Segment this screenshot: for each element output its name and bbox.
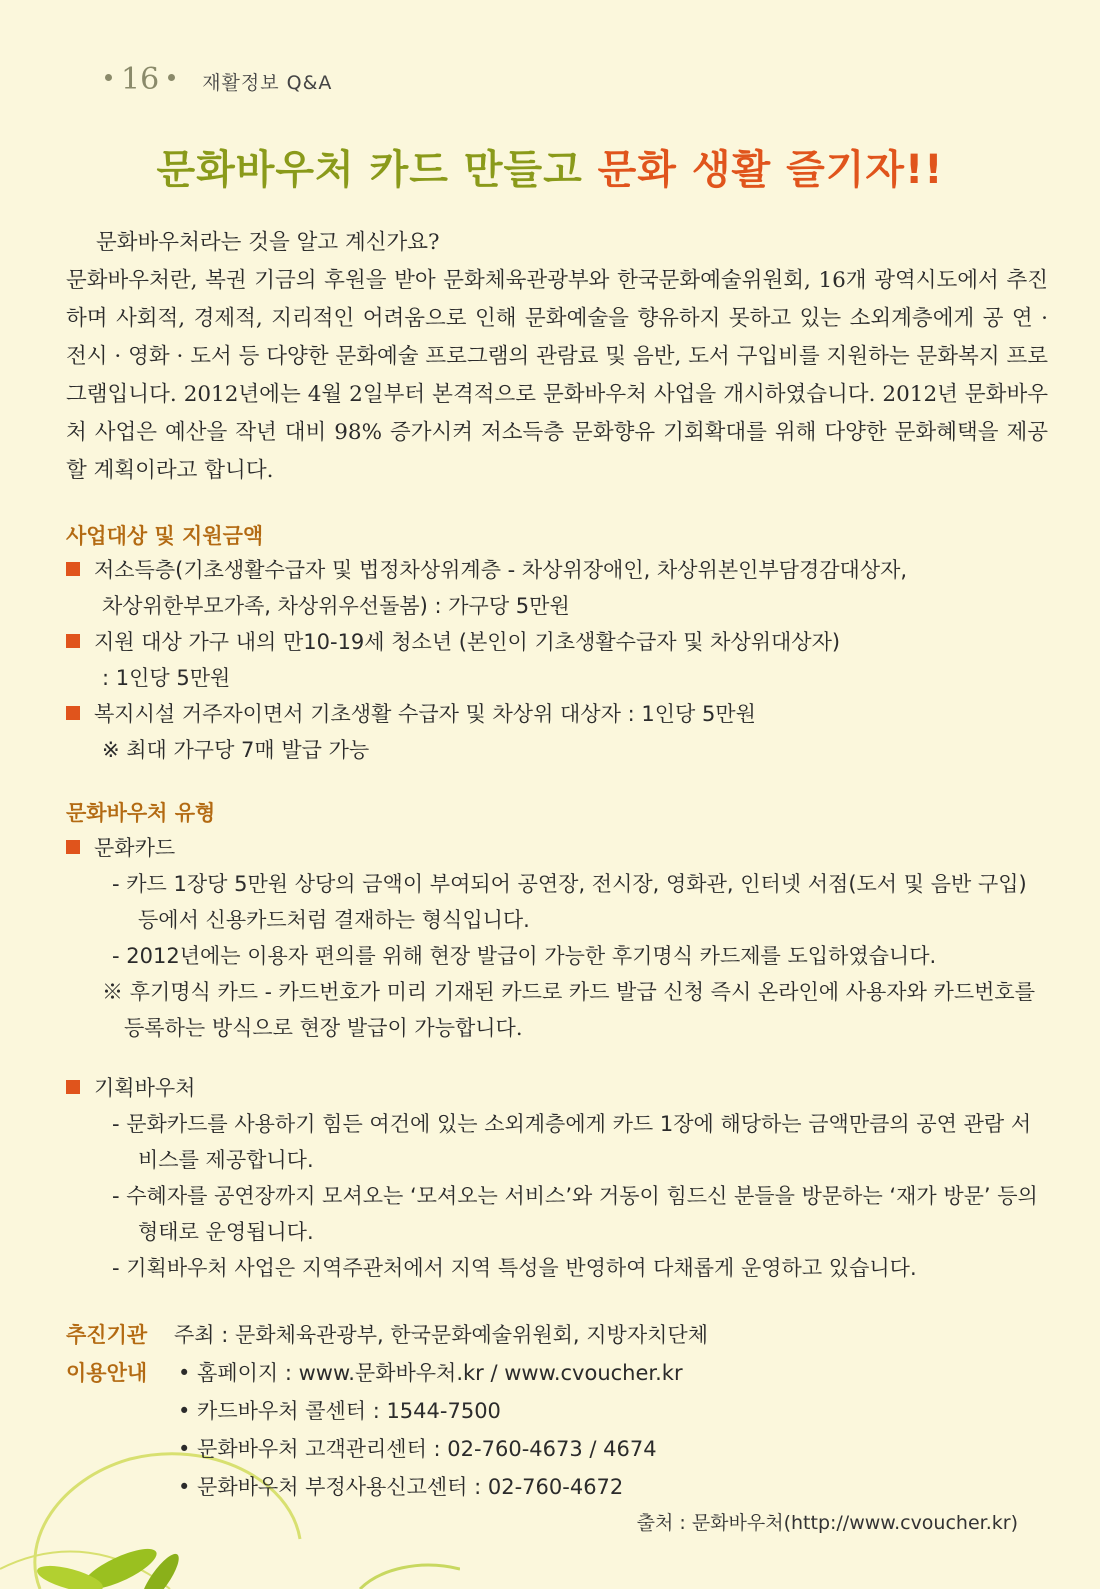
page-title: [0, 138, 1100, 195]
list-item-text: 복지시설 거주자이면서 기초생활 수급자 및 차상위 대상자 : 1인당 5만원: [94, 702, 756, 726]
guide-homepage: • 홈페이지 : www.문화바우처.kr / www.cvoucher.kr: [178, 1361, 683, 1385]
square-bullet-icon: [66, 1080, 80, 1094]
list-item-text: 차상위한부모가족, 차상위우선돌봄) : 가구당 5만원: [102, 594, 570, 618]
list-item-text: 기획바우처: [94, 1076, 196, 1100]
culture-card-section: [66, 830, 1048, 1046]
guide-row: [66, 1354, 174, 1392]
guide-call-center: • 카드바우처 콜센터 : 1544-7500: [178, 1399, 501, 1423]
square-bullet-icon: [66, 840, 80, 854]
plan-desc-2: - 수혜자를 공연장까지 모셔오는 ‘모셔오는 서비스’와 거동이 힘드신 분들을 방문하는 ‘재가 방문’ 등의 형태로 운영됩니다.: [112, 1184, 1038, 1244]
dot-icon: [105, 74, 112, 81]
list-item: [66, 696, 1048, 732]
page-number: 16: [121, 62, 160, 97]
guide-customer-center: • 문화바우처 고객관리센터 : 02-760-4673 / 4674: [178, 1437, 657, 1461]
list-item-text: : 1인당 5만원: [102, 666, 231, 690]
plan-desc-1: - 문화카드를 사용하기 힘든 여건에 있는 소외계층에게 카드 1장에 해당하는 금액만큼의 공연 관람 서비스를 제공합니다.: [112, 1112, 1032, 1172]
card-desc-2: - 2012년에는 이용자 편의를 위해 현장 발급이 가능한 후기명식 카드제를 도입하였습니다.: [112, 944, 937, 968]
guide-list: [178, 1354, 683, 1506]
list-item: [66, 552, 1048, 588]
intro-section: [66, 224, 1048, 490]
plan-voucher-section: [66, 1070, 1048, 1286]
support-heading: 사업대상 및 지원금액: [66, 524, 264, 548]
organizer-row: [66, 1316, 708, 1354]
page-header: [96, 62, 332, 97]
square-bullet-icon: [66, 634, 80, 648]
guide-report-center: • 문화바우처 부정사용신고센터 : 02-760-4672: [178, 1475, 624, 1499]
card-note: ※ 후기명식 카드 - 카드번호가 미리 기재된 카드로 카드 발급 신청 즉시 온라인에 사용자와 카드번호를 등록하는 방식으로 현장 발급이 가능합니다.: [102, 980, 1035, 1040]
guide-label: 이용안내: [66, 1361, 148, 1385]
list-item: [66, 1070, 1048, 1106]
list-item-text: 문화카드: [94, 836, 176, 860]
card-desc-1: - 카드 1장당 5만원 상당의 금액이 부여되어 공연장, 전시장, 영화관, 인터넷 서점(도서 및 음반 구입) 등에서 신용카드처럼 결재하는 형식입니다.: [112, 872, 1027, 932]
intro-question: 문화바우처라는 것을 알고 계신가요?: [96, 230, 440, 255]
square-bullet-icon: [66, 562, 80, 576]
source-credit: 출처 : 문화바우처(http://www.cvoucher.kr): [636, 1512, 1018, 1534]
list-item: [66, 830, 1048, 866]
title-part-1: 문화바우처 카드 만들고: [156, 147, 598, 193]
list-item: [66, 624, 1048, 660]
support-note: ※ 최대 가구당 7매 발급 가능: [102, 738, 370, 762]
square-bullet-icon: [66, 706, 80, 720]
section-label: 재활정보 Q&A: [202, 72, 333, 94]
types-heading: 문화바우처 유형: [66, 801, 216, 825]
plan-desc-3: - 기획바우처 사업은 지역주관처에서 지역 특성을 반영하여 다채롭게 운영하고 있습니다.: [112, 1256, 917, 1280]
organizer-value: 주최 : 문화체육관광부, 한국문화예술위원회, 지방자치단체: [174, 1323, 708, 1347]
intro-body: 문화바우처란, 복권 기금의 후원을 받아 문화체육관광부와 한국문화예술위원회, 16개 광역시도에서 추진하며 사회적, 경제적, 지리적인 어려움으로 인해 문화예술을 향유하지 못하고 있는 소외계층에게 공 연 · 전시 · 영화 · 도서 등 다양한 문화예술 프로그램의 관람료 및 음반, 도서 구입비를 지원하는 문화복지 프로그램입니다. 2012년에는 4월 2일부터 본격적으로 문화바우처 사업을 개시하였습니다. 2012년 문화바우처 사업은 예산을 작년 대비 98% 증가시켜 저소득층 문화향유 기회확대를 위해 다양한 문화혜택을 제공할 계획이라고 합니다.: [66, 268, 1048, 483]
support-list: [66, 552, 1048, 768]
list-item-text: 지원 대상 가구 내의 만10-19세 청소년 (본인이 기초생활수급자 및 차상위대상자): [94, 630, 841, 654]
list-item-text: 저소득층(기초생활수급자 및 법정차상위계층 - 차상위장애인, 차상위본인부담경감대상자,: [94, 558, 908, 582]
dot-icon: [168, 74, 175, 81]
title-part-2: 문화 생활 즐기자!!: [597, 147, 944, 193]
organizer-label: 추진기관: [66, 1323, 148, 1347]
